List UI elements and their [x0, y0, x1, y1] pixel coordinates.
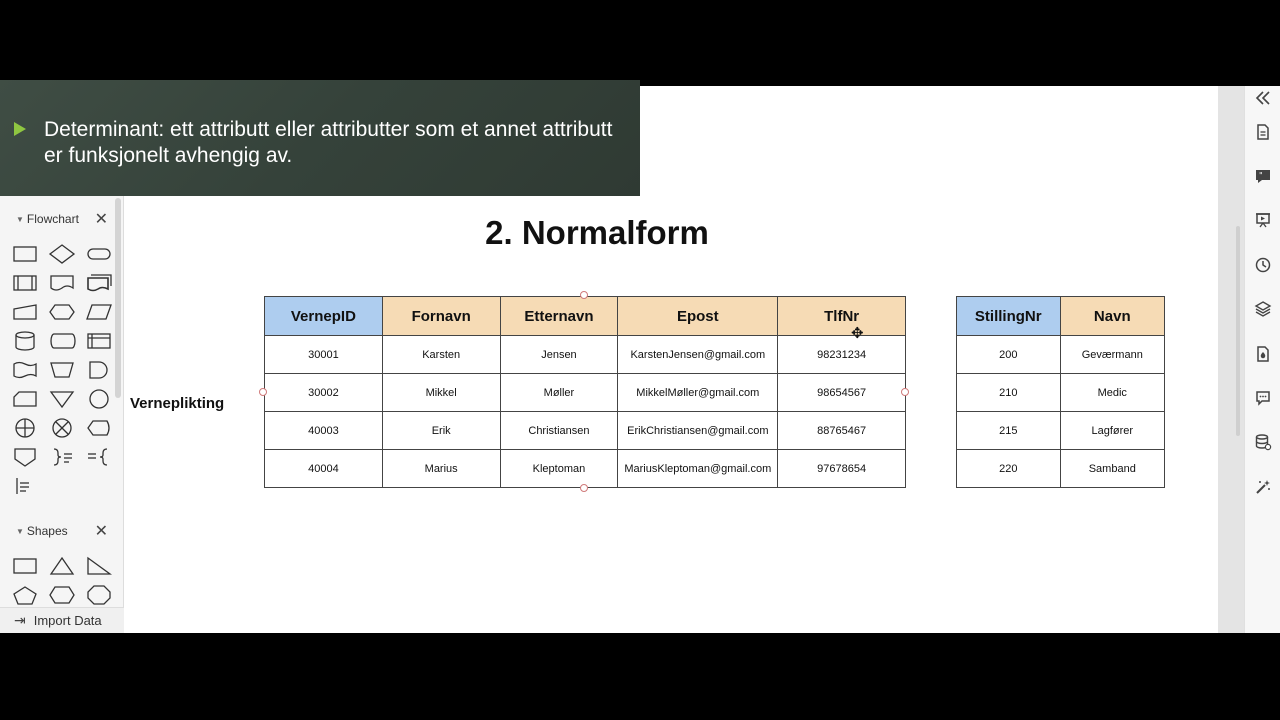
or-shape-icon[interactable]: [10, 416, 40, 440]
shape-library-panel: [0, 196, 124, 633]
table-cell[interactable]: 40004: [265, 450, 383, 488]
preparation-shape-icon[interactable]: [47, 300, 77, 324]
table-cell[interactable]: 40003: [265, 412, 383, 450]
table-cell[interactable]: 215: [957, 412, 1061, 450]
triangle-shape-icon[interactable]: [47, 554, 77, 578]
right-toolbar: [1244, 86, 1280, 633]
basic-shape-grid: [10, 554, 114, 607]
resize-handle-top[interactable]: [580, 291, 588, 299]
predefined-process-icon[interactable]: [10, 271, 40, 295]
table-row: [265, 336, 906, 374]
bullet-arrow-icon: [14, 122, 26, 136]
table-cell[interactable]: 220: [957, 450, 1061, 488]
header-cell[interactable]: Fornavn: [382, 297, 500, 336]
header-cell[interactable]: Epost: [618, 297, 778, 336]
merge-shape-icon[interactable]: [47, 387, 77, 411]
right-triangle-shape-icon[interactable]: [84, 554, 114, 578]
presentation-icon[interactable]: [1251, 208, 1275, 232]
table-cell[interactable]: Karsten: [382, 336, 500, 374]
table-cell[interactable]: Kleptoman: [500, 450, 618, 488]
move-cursor-icon: ✥: [851, 325, 864, 342]
stored-data-icon[interactable]: [47, 329, 77, 353]
table-cell[interactable]: 88765467: [778, 412, 906, 450]
shapes-section-header[interactable]: [0, 518, 118, 544]
annotation-brace-icon[interactable]: [47, 445, 77, 469]
terminator-shape-icon[interactable]: [84, 242, 114, 266]
layers-icon[interactable]: [1251, 297, 1275, 321]
bottom-letterbox: [0, 633, 1280, 720]
table-cell[interactable]: Jensen: [500, 336, 618, 374]
table-header-row: [265, 297, 906, 336]
resize-handle-right[interactable]: [901, 388, 909, 396]
resize-handle-left[interactable]: [259, 388, 267, 396]
table-cell[interactable]: Medic: [1060, 374, 1164, 412]
data-shape-icon[interactable]: [84, 300, 114, 324]
entity-label[interactable]: Verneplikting: [130, 395, 225, 412]
close-icon[interactable]: ✕: [94, 523, 108, 540]
diagram-title[interactable]: 2. Normalform: [485, 214, 709, 251]
table-cell[interactable]: Mikkel: [382, 374, 500, 412]
history-icon[interactable]: [1251, 253, 1275, 277]
scrollbar-thumb[interactable]: [1236, 226, 1240, 436]
header-cell[interactable]: Navn: [1060, 297, 1164, 336]
close-icon[interactable]: ✕: [94, 211, 108, 228]
table-cell[interactable]: Marius: [382, 450, 500, 488]
table-cell[interactable]: Møller: [500, 374, 618, 412]
import-data-button[interactable]: [0, 607, 124, 633]
table-cell[interactable]: Lagfører: [1060, 412, 1164, 450]
annotation-left-brace-icon[interactable]: [84, 445, 114, 469]
table-verneplikt[interactable]: [264, 296, 906, 488]
caret-down-icon: ▼: [16, 214, 24, 224]
flowchart-shape-grid: [10, 242, 114, 498]
table-cell[interactable]: ErikChristiansen@gmail.com: [618, 412, 778, 450]
section-title: Flowchart: [26, 212, 79, 226]
table-cell[interactable]: MariusKleptoman@gmail.com: [618, 450, 778, 488]
import-data-label: Import Data: [33, 613, 102, 628]
table-stilling[interactable]: [956, 296, 1165, 488]
table-row: [265, 450, 906, 488]
internal-storage-icon[interactable]: [84, 329, 114, 353]
table-header-row: [957, 297, 1165, 336]
multi-document-icon[interactable]: [84, 271, 114, 295]
pentagon-shape-icon[interactable]: [10, 583, 40, 607]
rectangle-shape-icon[interactable]: [10, 554, 40, 578]
comments-icon[interactable]: [1251, 386, 1275, 410]
decision-shape-icon[interactable]: [47, 242, 77, 266]
octagon-shape-icon[interactable]: [84, 583, 114, 607]
canvas-vertical-scrollbar[interactable]: [1218, 86, 1244, 633]
fill-icon[interactable]: [1251, 342, 1275, 366]
table-row: [957, 412, 1165, 450]
table-cell[interactable]: KarstenJensen@gmail.com: [618, 336, 778, 374]
hexagon-shape-icon[interactable]: [47, 583, 77, 607]
summing-junction-icon[interactable]: [47, 416, 77, 440]
table-row: [957, 450, 1165, 488]
table-cell[interactable]: Samband: [1060, 450, 1164, 488]
slide-bullet-text: Determinant: ett attributt eller attributter som et annet attributt er funksjonelt avhengig av.: [44, 118, 613, 167]
off-page-connector-icon[interactable]: [10, 445, 40, 469]
magic-icon[interactable]: [1251, 475, 1275, 499]
table-cell[interactable]: 98654567: [778, 374, 906, 412]
table-cell[interactable]: 210: [957, 374, 1061, 412]
table-row: [957, 336, 1165, 374]
table-cell[interactable]: Erik: [382, 412, 500, 450]
display-shape-icon[interactable]: [84, 416, 114, 440]
table-cell[interactable]: MikkelMøller@gmail.com: [618, 374, 778, 412]
card-shape-icon[interactable]: [10, 387, 40, 411]
table-cell[interactable]: Geværmann: [1060, 336, 1164, 374]
delay-shape-icon[interactable]: [84, 358, 114, 382]
table-cell[interactable]: 30002: [265, 374, 383, 412]
page-icon[interactable]: [1251, 120, 1275, 144]
process-shape-icon[interactable]: [10, 242, 40, 266]
document-shape-icon[interactable]: [47, 271, 77, 295]
header-cell[interactable]: StillingNr: [957, 297, 1061, 336]
section-title: Shapes: [26, 524, 68, 538]
table-cell[interactable]: 98231234: [778, 336, 906, 374]
header-cell[interactable]: TlfNr: [778, 297, 906, 336]
slide-overlay: [0, 80, 640, 196]
quote-icon[interactable]: [1251, 164, 1275, 188]
table-cell[interactable]: 200: [957, 336, 1061, 374]
punched-tape-icon[interactable]: [10, 358, 40, 382]
connector-shape-icon[interactable]: [84, 387, 114, 411]
header-cell[interactable]: VernepID: [265, 297, 383, 336]
top-letterbox: [0, 0, 1280, 86]
table-row: [265, 412, 906, 450]
resize-handle-bottom[interactable]: [580, 484, 588, 492]
import-icon: ⇥: [14, 612, 26, 628]
table-cell[interactable]: Christiansen: [500, 412, 618, 450]
svg-text:": ": [1259, 171, 1263, 180]
annotation-bracket-icon[interactable]: [10, 474, 40, 498]
collapse-icon[interactable]: [1251, 86, 1275, 110]
data-icon[interactable]: [1251, 430, 1275, 454]
database-shape-icon[interactable]: [10, 329, 40, 353]
table-cell[interactable]: 30001: [265, 336, 383, 374]
manual-input-icon[interactable]: [10, 300, 40, 324]
flowchart-section-header[interactable]: [0, 206, 118, 232]
caret-down-icon: ▼: [16, 526, 24, 536]
table-cell[interactable]: 97678654: [778, 450, 906, 488]
table-row: [957, 374, 1165, 412]
manual-operation-icon[interactable]: [47, 358, 77, 382]
table-row: [265, 374, 906, 412]
header-cell[interactable]: Etternavn: [500, 297, 618, 336]
